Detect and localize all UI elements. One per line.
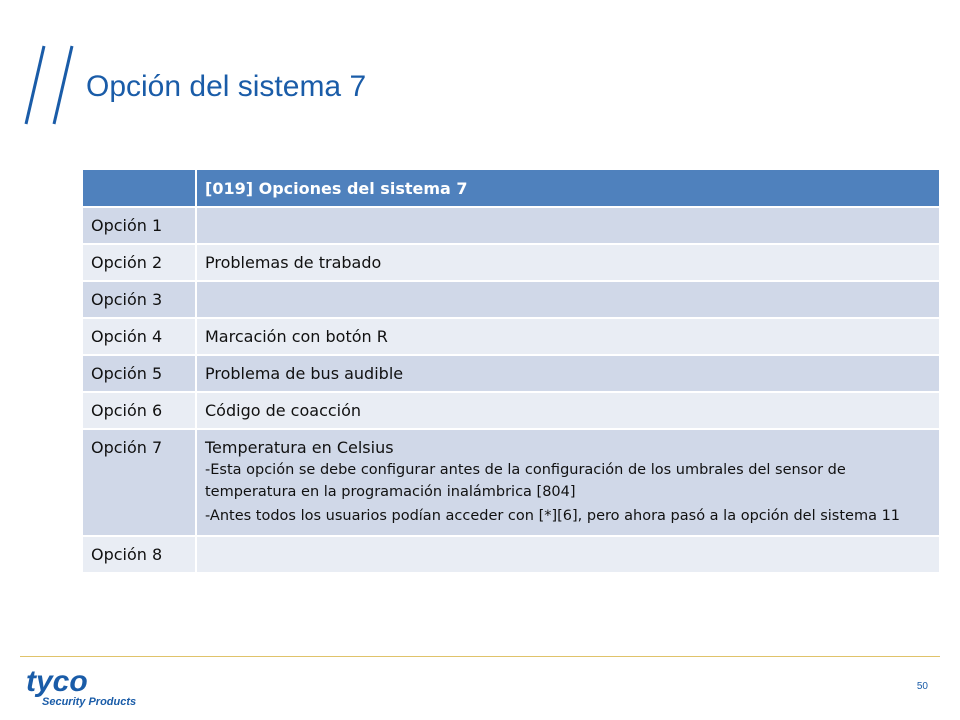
option-description: Problemas de trabado: [196, 244, 940, 281]
table-header-cell: [82, 169, 196, 207]
logo-tagline-text: Security Products: [42, 696, 137, 708]
page-number: 50: [916, 681, 928, 692]
table-row: [82, 392, 940, 429]
table-row: [82, 281, 940, 318]
logo-brand-text: tyco: [26, 665, 88, 698]
option-note: -Antes todos los usuarios podían acceder con [*][6], pero ahora pasó a la opción del sistema 11: [205, 508, 901, 524]
option-label: Opción 8: [82, 536, 196, 573]
table-row: [82, 429, 940, 536]
option-description: Código de coacción: [196, 392, 940, 429]
table-header-title: [019] Opciones del sistema 7: [196, 169, 940, 207]
title-slashes-graphic: [22, 44, 82, 126]
footer-divider: [20, 656, 940, 657]
option-label: Opción 3: [82, 281, 196, 318]
table-header-row: [82, 169, 940, 207]
page-title: Opción del sistema 7: [86, 70, 367, 103]
options-table: [81, 168, 941, 574]
option-label: Opción 7: [82, 429, 196, 536]
table-row: [82, 207, 940, 244]
option-description: [196, 281, 940, 318]
option-label: Opción 4: [82, 318, 196, 355]
option-label: Opción 5: [82, 355, 196, 392]
option-note: -Esta opción se debe configurar antes de la configuración de los umbrales del sensor de temperatura en la programación inalámbrica [804]: [205, 462, 846, 500]
option-description: [196, 536, 940, 573]
option-description-cell: [196, 429, 940, 536]
table-row: [82, 244, 940, 281]
tyco-logo: [22, 665, 172, 709]
table-row: [82, 536, 940, 573]
option-description: [196, 207, 940, 244]
option-description: Marcación con botón R: [196, 318, 940, 355]
option-description: Temperatura en Celsius: [205, 438, 394, 457]
table-row: [82, 318, 940, 355]
option-label: Opción 1: [82, 207, 196, 244]
option-label: Opción 6: [82, 392, 196, 429]
option-description: Problema de bus audible: [196, 355, 940, 392]
table-row: [82, 355, 940, 392]
option-label: Opción 2: [82, 244, 196, 281]
